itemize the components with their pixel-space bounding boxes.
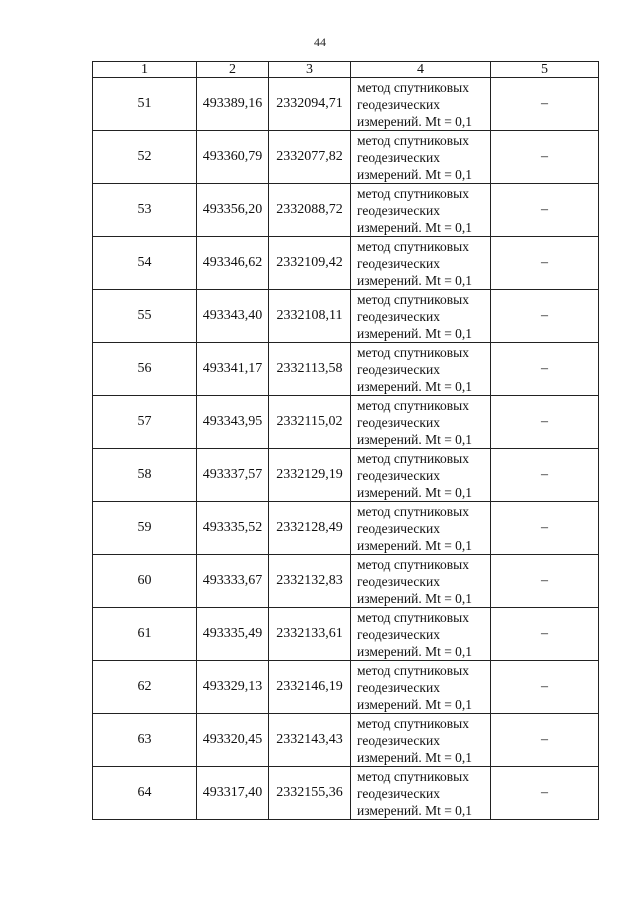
x-coordinate-cell: 493360,79 [197,131,269,184]
y-coordinate-cell: 2332132,83 [269,555,351,608]
x-coordinate-cell: 493341,17 [197,343,269,396]
method-cell: метод спутниковых геодезических измерений. Mt = 0,1 [351,184,491,237]
note-cell: – [491,396,599,449]
note-cell: – [491,608,599,661]
note-cell: – [491,661,599,714]
point-number-cell: 52 [93,131,197,184]
point-number-cell: 64 [93,767,197,820]
method-cell: метод спутниковых геодезических измерений. Mt = 0,1 [351,608,491,661]
method-cell: метод спутниковых геодезических измерений. Mt = 0,1 [351,396,491,449]
y-coordinate-cell: 2332128,49 [269,502,351,555]
x-coordinate-cell: 493356,20 [197,184,269,237]
point-number-cell: 58 [93,449,197,502]
point-number-cell: 63 [93,714,197,767]
note-cell: – [491,184,599,237]
y-coordinate-cell: 2332109,42 [269,237,351,290]
method-cell: метод спутниковых геодезических измерений. Mt = 0,1 [351,290,491,343]
method-cell: метод спутниковых геодезических измерений. Mt = 0,1 [351,78,491,131]
y-coordinate-cell: 2332077,82 [269,131,351,184]
x-coordinate-cell: 493335,49 [197,608,269,661]
table-row [93,714,599,767]
column-header-4: 4 [351,62,491,78]
note-cell: – [491,78,599,131]
page-number: 44 [314,35,326,49]
table-row [93,237,599,290]
table-row [93,767,599,820]
table-row [93,131,599,184]
y-coordinate-cell: 2332143,43 [269,714,351,767]
x-coordinate-cell: 493343,95 [197,396,269,449]
note-cell: – [491,502,599,555]
note-cell: – [491,237,599,290]
point-number-cell: 54 [93,237,197,290]
note-cell: – [491,449,599,502]
x-coordinate-cell: 493335,52 [197,502,269,555]
x-coordinate-cell: 493389,16 [197,78,269,131]
point-number-cell: 53 [93,184,197,237]
method-cell: метод спутниковых геодезических измерений. Mt = 0,1 [351,343,491,396]
x-coordinate-cell: 493329,13 [197,661,269,714]
point-number-cell: 51 [93,78,197,131]
note-cell: – [491,131,599,184]
y-coordinate-cell: 2332094,71 [269,78,351,131]
x-coordinate-cell: 493320,45 [197,714,269,767]
y-coordinate-cell: 2332146,19 [269,661,351,714]
method-cell: метод спутниковых геодезических измерений. Mt = 0,1 [351,555,491,608]
point-number-cell: 57 [93,396,197,449]
y-coordinate-cell: 2332108,11 [269,290,351,343]
note-cell: – [491,343,599,396]
coordinates-table [92,61,599,820]
x-coordinate-cell: 493343,40 [197,290,269,343]
table-row [93,608,599,661]
table-row [93,184,599,237]
x-coordinate-cell: 493337,57 [197,449,269,502]
x-coordinate-cell: 493333,67 [197,555,269,608]
x-coordinate-cell: 493346,62 [197,237,269,290]
note-cell: – [491,290,599,343]
y-coordinate-cell: 2332133,61 [269,608,351,661]
point-number-cell: 59 [93,502,197,555]
column-header-1: 1 [93,62,197,78]
x-coordinate-cell: 493317,40 [197,767,269,820]
table-row [93,555,599,608]
y-coordinate-cell: 2332155,36 [269,767,351,820]
table-header-row [93,62,599,78]
point-number-cell: 56 [93,343,197,396]
method-cell: метод спутниковых геодезических измерений. Mt = 0,1 [351,714,491,767]
table-row [93,290,599,343]
column-header-2: 2 [197,62,269,78]
y-coordinate-cell: 2332129,19 [269,449,351,502]
note-cell: – [491,555,599,608]
method-cell: метод спутниковых геодезических измерений. Mt = 0,1 [351,661,491,714]
table-row [93,396,599,449]
point-number-cell: 62 [93,661,197,714]
table-row [93,502,599,555]
point-number-cell: 60 [93,555,197,608]
method-cell: метод спутниковых геодезических измерений. Mt = 0,1 [351,237,491,290]
note-cell: – [491,767,599,820]
y-coordinate-cell: 2332088,72 [269,184,351,237]
y-coordinate-cell: 2332113,58 [269,343,351,396]
table-row [93,78,599,131]
method-cell: метод спутниковых геодезических измерений. Mt = 0,1 [351,449,491,502]
table-row [93,661,599,714]
method-cell: метод спутниковых геодезических измерений. Mt = 0,1 [351,502,491,555]
point-number-cell: 55 [93,290,197,343]
column-header-5: 5 [491,62,599,78]
note-cell: – [491,714,599,767]
method-cell: метод спутниковых геодезических измерений. Mt = 0,1 [351,131,491,184]
table-row [93,343,599,396]
method-cell: метод спутниковых геодезических измерений. Mt = 0,1 [351,767,491,820]
column-header-3: 3 [269,62,351,78]
table-row [93,449,599,502]
point-number-cell: 61 [93,608,197,661]
y-coordinate-cell: 2332115,02 [269,396,351,449]
